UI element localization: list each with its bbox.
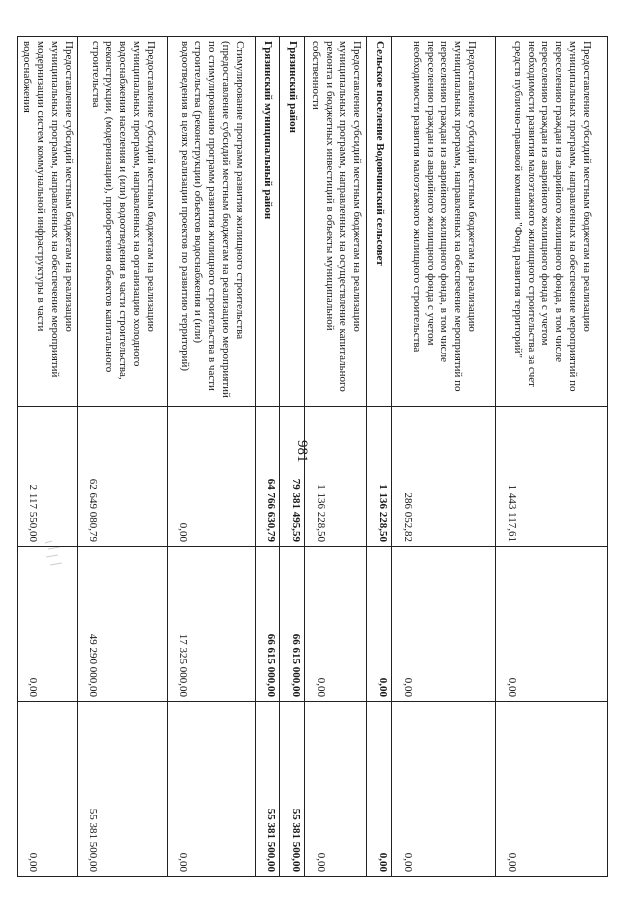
value-2023: 64 766 630,79: [255, 407, 280, 547]
table-row: [77, 37, 167, 877]
table-row: [255, 37, 280, 877]
value-2025: 55 381 500,00: [77, 702, 167, 877]
row-label: Грязинский район: [280, 37, 305, 407]
table-row: [17, 37, 77, 877]
budget-table-body: [17, 37, 607, 877]
value-2024: 0,00: [367, 547, 392, 702]
value-2023: 0,00: [167, 407, 255, 547]
table-row: [167, 37, 255, 877]
value-2023: 1 443 117,61: [496, 407, 608, 547]
table-row: [367, 37, 392, 877]
value-2023: 1 136 228,50: [367, 407, 392, 547]
row-label: Предоставление субсидий местным бюджетам на реализацию муниципальных программ, направленных на обеспечение мероприятий модернизации систем коммунальной инфраструктуры в части водоснабжения: [17, 37, 77, 407]
value-2025: 0,00: [367, 702, 392, 877]
value-2025: 0,00: [167, 702, 255, 877]
faint-stamp-mark: [40, 535, 70, 575]
page-number: 981: [294, 440, 310, 463]
table-row: [305, 37, 367, 877]
value-2024: 66 615 000,00: [280, 547, 305, 702]
value-2024: 0,00: [305, 547, 367, 702]
value-2025: 0,00: [496, 702, 608, 877]
value-2025: 0,00: [305, 702, 367, 877]
value-2024: 17 325 000,00: [167, 547, 255, 702]
value-2023: 79 381 495,59: [280, 407, 305, 547]
value-2024: 0,00: [17, 547, 77, 702]
row-label: Стимулирование программ развития жилищного строительства (предоставление субсидий местным бюджетам на реализацию мероприятий по стимулированию программ развития жилищного строительства в части строительства (реконструкции) объектов водоснабжения и (или) водоотведения в целях реализации проектов по развитию территорий): [167, 37, 255, 407]
row-label: Сельское поселение Водовчинский сельсовет: [367, 37, 392, 407]
row-label: Предоставление субсидий местным бюджетам на реализацию муниципальных программ, направленных на обеспечение мероприятий по переселению граждан из аварийного жилищного фонда, в том числе переселению граждан из аварийного жилищного фонда с учетом необходимости развития малоэтажного жилищного строительства: [392, 37, 496, 407]
row-label: Предоставление субсидий местным бюджетам на реализацию муниципальных программ, направленных на обеспечение мероприятий по переселению граждан из аварийного жилищного фонда, в том числе переселению граждан из аварийного жилищного фонда с учетом необходимости развития малоэтажного жилищного строительства за счет средств публично-правовой компании "Фонд развития территорий": [496, 37, 608, 407]
value-2025: 55 381 500,00: [255, 702, 280, 877]
value-2024: 49 290 000,00: [77, 547, 167, 702]
value-2024: 0,00: [392, 547, 496, 702]
rotated-table-container: [21, 36, 608, 876]
value-2023: 1 136 228,50: [305, 407, 367, 547]
value-2025: 55 381 500,00: [280, 702, 305, 877]
table-row: [280, 37, 305, 877]
row-label: Грязинский муниципальный район: [255, 37, 280, 407]
value-2023: 2 117 550,00: [17, 407, 77, 547]
value-2023: 62 649 080,79: [77, 407, 167, 547]
table-row: [496, 37, 608, 877]
value-2024: 0,00: [496, 547, 608, 702]
value-2025: 0,00: [392, 702, 496, 877]
budget-table: [17, 36, 608, 877]
table-row: [392, 37, 496, 877]
value-2025: 0,00: [17, 702, 77, 877]
row-label: Предоставление субсидий местным бюджетам на реализацию муниципальных программ, направленных на организацию холодного водоснабжения населения и (или) водоотведения в части строительства, реконструкции, (модернизации), приобретения объектов капитального строительства: [77, 37, 167, 407]
row-label: Предоставление субсидий местным бюджетам на реализацию муниципальных программ, направленных на осуществление капитального ремонта и бюджетных инвестиций в объекты муниципальной собственности: [305, 37, 367, 407]
value-2024: 66 615 000,00: [255, 547, 280, 702]
value-2023: 286 052,82: [392, 407, 496, 547]
